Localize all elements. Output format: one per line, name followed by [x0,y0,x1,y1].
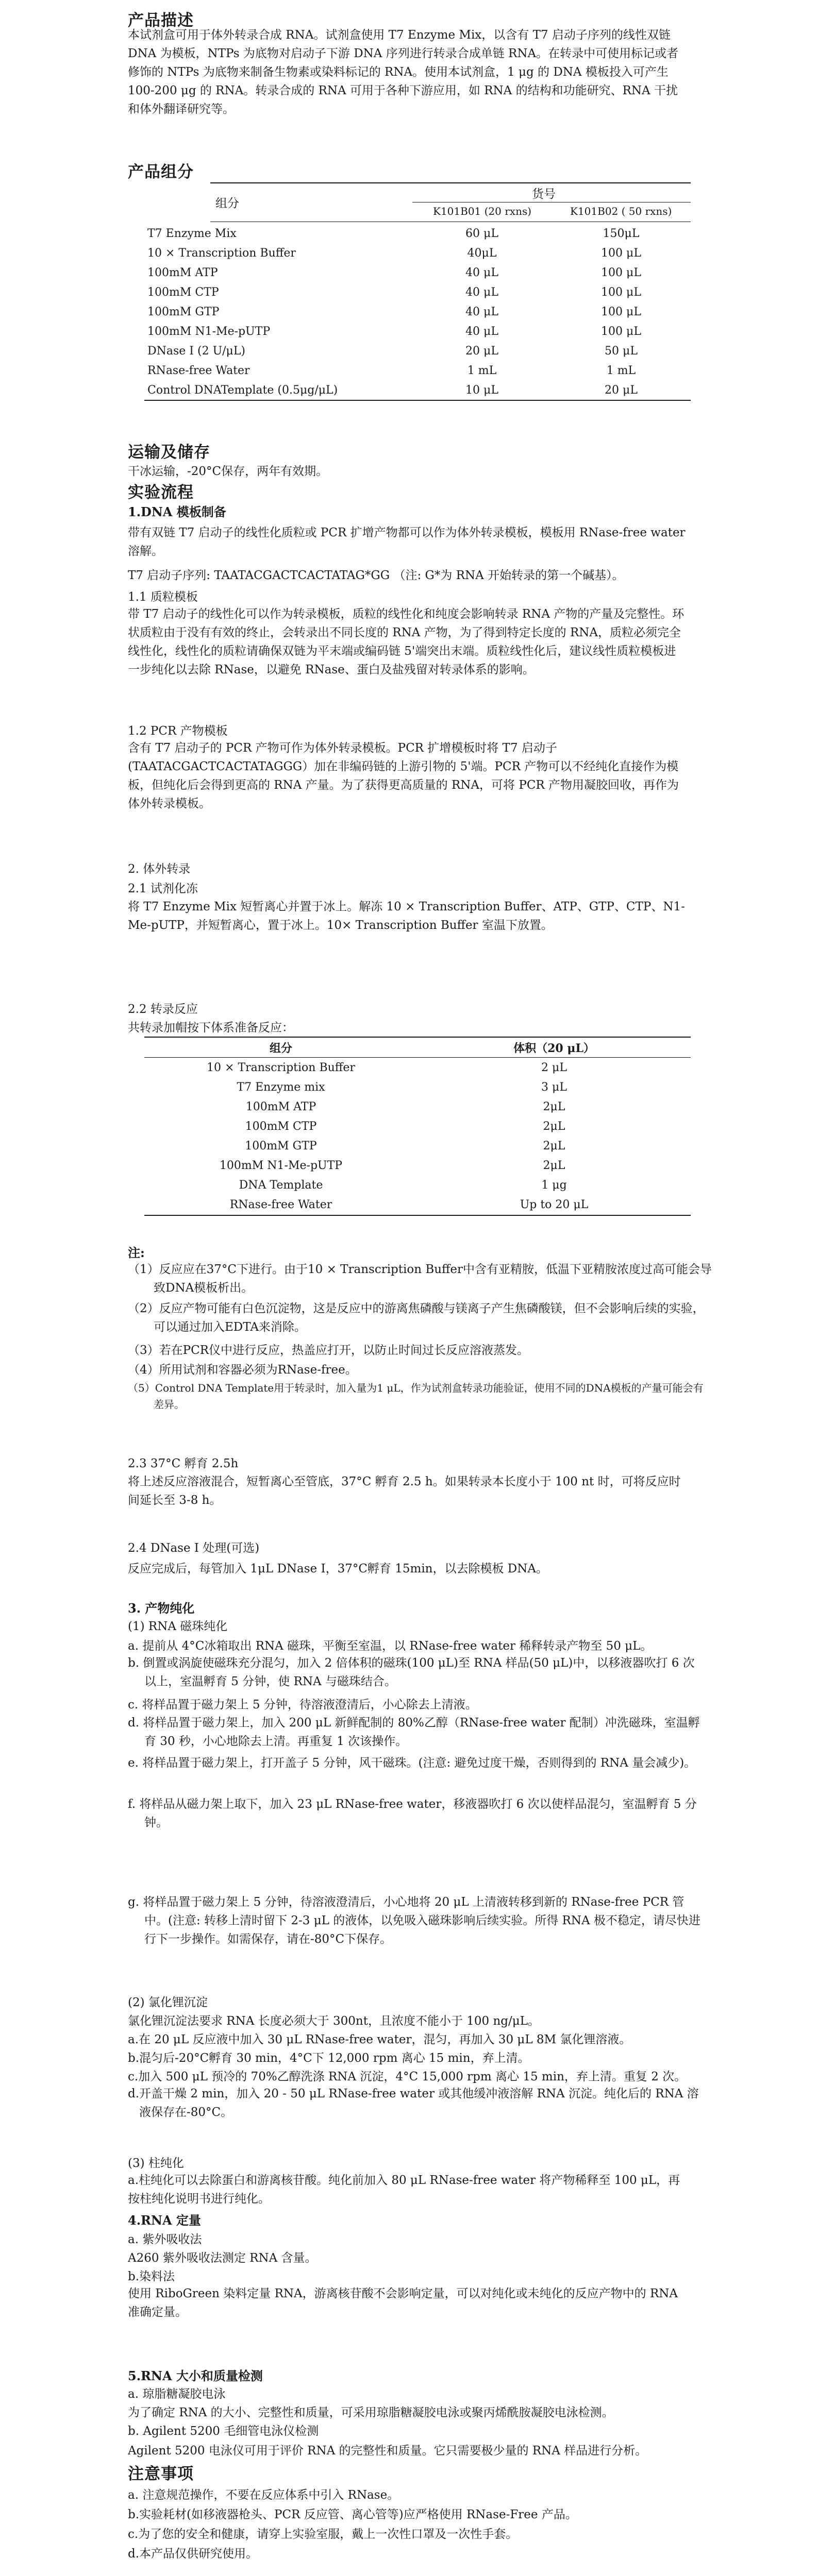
section-title-description: 产品描述 [128,11,194,30]
table-row [144,380,691,400]
section-title-components: 产品组分 [128,163,194,181]
s31-c: c. 将样品置于磁力架上 5 分钟，待溶液澄清后，小心除去上清液。 [128,1698,477,1711]
s21-title: 2.1 试剂化冻 [128,882,198,895]
component-amount-a: 1 mL [467,364,497,377]
s1-promoter: T7 启动子序列: TAATACGACTCACTATAG*GG （注: G*为 RNA 开始转录的第一个碱基）。 [128,569,624,582]
component-amount-b: 100 μL [601,325,641,338]
component-amount-a: 60 μL [465,227,498,240]
rx-component-volume: 3 μL [541,1080,567,1094]
table-row [144,1195,691,1214]
section-title-storage: 运输及储存 [128,443,210,462]
precaution-c: c.为了您的安全和健康，请穿上实验室服，戴上一次性口罩及一次性手套。 [128,2528,518,2541]
rx-component-name: 10 × Transcription Buffer [207,1061,355,1074]
rx-component-volume: 1 μg [541,1178,567,1192]
rx-component-name: RNase-free Water [229,1198,332,1211]
s5-title: 5.RNA 大小和质量检测 [128,2368,263,2383]
s1-title: 1.DNA 模板制备 [128,504,226,519]
notes-title: 注: [128,1245,145,1260]
table-row [144,1136,691,1156]
s1-text: 带有双链 T7 启动子的线性化质粒或 PCR 扩增产物都可以作为体外转录模板，模板用 RNase-free water 溶解。 [128,526,686,558]
rx-component-name: 100mM GTP [245,1139,317,1153]
components-table [144,224,691,400]
components-header-a: K101B01 (20 rxns) [433,205,532,217]
s5-b-text: Agilent 5200 电泳仪可用于评价 RNA 的完整性和质量。它只需要极少量的 RNA 样品进行分析。 [128,2444,647,2458]
component-name: T7 Enzyme Mix [147,227,237,240]
rx-component-name: DNA Template [239,1178,323,1192]
table-row [144,1058,691,1078]
s4-a-text: A260 紫外吸收法测定 RNA 含量。 [128,2251,317,2265]
s31-a: a. 提前从 4°C冰箱取出 RNA 磁珠，平衡至室温，以 RNase-free water 稀释转录产物至 50 μL。 [128,1639,653,1653]
table-row [144,1175,691,1195]
component-name: 100mM CTP [147,285,219,299]
table-row [144,361,691,380]
s32-intro: 氯化锂沉淀法要求 RNA 长度必须大于 300nt，且浓度不能小于 100 ng/μL。 [128,2014,540,2028]
s31-g: g. 将样品置于磁力架上 5 分钟，待溶液澄清后，小心地将 20 μL 上清液转移到新的 RNase-free PCR 管中。(注意: 转移上清时留下 2-3 μL 的液体，以免吸入磁珠影响后续实验。所得 RNA 极不稳定，请尽快进行下一步操作。如需保存，请在-80°C下保存。 [128,1895,700,1946]
s11-text: 带 T7 启动子的线性化可以作为转录模板，质粒的线性化和纯度会影响转录 RNA 产物的产量及完整性。环状质粒由于没有有效的终止，会转录出不同长度的 RNA 产物，为了得到特定长度的 RNA，质粒必须完全线性化，线性化的质粒请确保双链为平末端或编码链 5'端突出末端。质粒线性化后，建议线性质粒模板进一步纯化以去除 RNase，以避免 RNase、蛋白及盐残留对转录体系的影响。 [128,607,685,676]
rx-component-name: 100mM N1-Me-pUTP [219,1159,343,1172]
table-row [144,302,691,321]
s4-b-text: 使用 RiboGreen 染料定量 RNA，游离核苷酸不会影响定量，可以对纯化或未纯化的反应产物中的 RNA 准确定量。 [128,2287,678,2319]
s12-title: 1.2 PCR 产物模板 [128,724,228,738]
component-amount-a: 40 μL [465,305,498,318]
rx-component-volume: 2 μL [541,1061,567,1074]
table-row [144,224,691,243]
component-amount-b: 20 μL [605,383,638,397]
s32-b: b.混匀后-20°C孵育 30 min，4°C下 12,000 rpm 离心 15 min，弃上清。 [128,2052,530,2065]
s33-title: (3) 柱纯化 [128,2157,184,2170]
component-amount-a: 40 μL [465,266,498,279]
table-row [144,1116,691,1136]
components-header-component: 组分 [215,197,239,210]
storage-text: 干冰运输，-20°C保存，两年有效期。 [128,465,328,478]
s31-title: (1) RNA 磁珠纯化 [128,1620,228,1633]
note-5: （5）Control DNA Template用于转录时，加入量为1 μL，作为试剂盒转录功能验证，使用不同的DNA模板的产量可能会有差异。 [128,1382,704,1411]
s31-f: f. 将样品从磁力架上取下，加入 23 μL RNase-free water，移液器吹打 6 次以使样品混匀，室温孵育 5 分钟。 [128,1798,697,1829]
s21-text: 将 T7 Enzyme Mix 短暂离心并置于冰上。解冻 10 × Transcription Buffer、ATP、GTP、CTP、N1-Me-pUTP，并短暂离心，置于冰上。10× Transcription Buffer 室温下放置。 [128,900,685,932]
table-row [144,1097,691,1116]
component-name: 100mM ATP [147,266,218,279]
s32-d: d.开盖干燥 2 min，加入 20 - 50 μL RNase-free water 或其他缓冲液溶解 RNA 沉淀。纯化后的 RNA 溶液保存在-80°C。 [128,2087,699,2119]
table-row [144,1077,691,1097]
s32-title: (2) 氯化锂沉淀 [128,1996,208,2009]
s31-e: e. 将样品置于磁力架上，打开盖子 5 分钟，风干磁珠。(注意: 避免过度干燥，否则得到的 RNA 量会减少)。 [128,1756,696,1770]
rx-table-bottom-rule [144,1215,691,1216]
component-amount-b: 100 μL [601,285,641,299]
s32-a: a.在 20 μL 反应液中加入 30 μL RNase-free water，混匀，再加入 30 μL 8M 氯化锂溶液。 [128,2033,631,2046]
component-name: 10 × Transcription Buffer [147,246,296,260]
component-name: Control DNATemplate (0.5μg/μL) [147,383,338,397]
rx-component-volume: 2μL [543,1100,565,1113]
components-header-b: K101B02 ( 50 rxns) [570,205,672,217]
s4-a: a. 紫外吸收法 [128,2233,202,2246]
s31-d: d. 将样品置于磁力架上，加入 200 μL 新鲜配制的 80%乙醇（RNase-free water 配制）冲洗磁珠，室温孵育 30 秒，小心地除去上清。再重复 1 次该操作。 [128,1716,700,1748]
table-top-rule [210,182,691,183]
rx-component-name: 100mM ATP [245,1100,316,1113]
component-amount-b: 50 μL [605,344,638,358]
s33-text: a.柱纯化可以去除蛋白和游离核苷酸。纯化前加入 80 μL RNase-free water 将产物稀释至 100 μL，再按柱纯化说明书进行纯化。 [128,2174,680,2206]
rx-component-volume: 2μL [543,1139,565,1153]
table-row [144,243,691,263]
reaction-table [144,1038,691,1214]
s11-title: 1.1 质粒模板 [128,590,198,604]
section-title-precautions: 注意事项 [128,2465,194,2483]
rx-component-volume: 2μL [543,1120,565,1133]
table-row [144,321,691,341]
table-row [144,282,691,302]
component-name: 100mM N1-Me-pUTP [147,325,271,338]
component-amount-b: 100 μL [601,305,641,318]
s12-text: 含有 T7 启动子的 PCR 产物可作为体外转录模板。PCR 扩增模板时将 T7 启动子(TAATACGACTCACTATAGGG）加在非编码链的上游引物的 5'端。PCR 产物可以不经纯化直接作为模板，但纯化后会得到更高的 RNA 产量。为了获得更高质量的 RNA，可将 PCR 产物用凝胶回收，再作为体外转录模板。 [128,741,679,810]
s2-title: 2. 体外转录 [128,862,191,876]
table-row [144,341,691,361]
rx-component-volume: 2μL [543,1159,565,1172]
component-amount-b: 100 μL [601,246,641,260]
rx-component-volume: Up to 20 μL [520,1198,589,1211]
s5-b: b. Agilent 5200 毛细管电泳仪检测 [128,2425,319,2438]
component-amount-b: 100 μL [601,266,641,279]
s23-text: 将上述反应溶液混合，短暂离心至管底，37°C 孵育 2.5 h。如果转录本长度小于 100 nt 时，可将反应时间延长至 3-8 h。 [128,1475,681,1507]
s5-a-text: 为了确定 RNA 的大小、完整性和质量，可采用琼脂糖凝胶电泳或聚丙烯酰胺凝胶电泳检测。 [128,2406,614,2419]
component-amount-a: 40μL [467,246,497,260]
precaution-a: a. 注意规范操作，不要在反应体系中引入 RNase。 [128,2488,399,2502]
component-name: 100mM GTP [147,305,220,318]
s5-a: a. 琼脂糖凝胶电泳 [128,2387,226,2401]
s23-title: 2.3 37°C 孵育 2.5h [128,1457,239,1470]
s32-c: c.加入 500 μL 预冷的 70%乙醇洗涤 RNA 沉淀，4°C 15,000 rpm 离心 15 min，弃上清。重复 2 次。 [128,2070,687,2083]
rx-header-volume: 体积（20 μL） [513,1041,595,1055]
components-header-catalog: 货号 [532,188,556,201]
component-amount-a: 40 μL [465,325,498,338]
s22-title: 2.2 转录反应 [128,1003,198,1016]
description-text: 本试剂盒可用于体外转录合成 RNA。试剂盒使用 T7 Enzyme Mix，以含有 T7 启动子序列的线性双链 DNA 为模板，NTPs 为底物对启动子下游 DNA 序列进行转录合成单链 RNA。在转录中可使用标记或者修饰的 NTPs 为底物来制备生物素或染料标记的 RNA。使用本试剂盒，1 μg 的 DNA 模板投入可产生 100-200 μg 的 RNA。转录合成的 RNA 可用于各种下游应用，如 RNA 的结构和功能研究、RNA 干扰和体外翻译研究等。 [128,28,679,116]
table-row [144,263,691,282]
component-amount-b: 1 mL [606,364,636,377]
rx-component-name: 100mM CTP [245,1120,317,1133]
precaution-b: b.实验耗材(如移液器枪头、PCR 反应管、离心管等)应严格使用 RNase-Free 产品。 [128,2508,577,2521]
component-amount-a: 20 μL [465,344,498,358]
s4-b: b.染料法 [128,2270,175,2283]
s3-title: 3. 产物纯化 [128,1601,195,1616]
s4-title: 4.RNA 定量 [128,2213,201,2228]
note-3: （3）若在PCR仪中进行反应，热盖应打开，以防止时间过长反应溶液蒸发。 [128,1344,529,1357]
component-name: DNase I (2 U/μL) [147,344,246,358]
note-4: （4）所用试剂和容器必须为RNase-free。 [128,1363,357,1377]
table-bottom-rule [144,400,691,401]
table-row [144,1156,691,1175]
note-1: （1）反应应在37°C下进行。由于10 × Transcription Buffer中含有亚精胺，低温下亚精胺浓度过高可能会导致DNA模板析出。 [128,1263,712,1295]
note-2: （2）反应产物可能有白色沉淀物，这是反应中的游离焦磷酸与镁离子产生焦磷酸镁，但不会影响后续的实验，可以通过加入EDTA来消除。 [128,1302,705,1334]
component-name: RNase-free Water [147,364,250,377]
precaution-d: d.本产品仅供研究使用。 [128,2547,258,2561]
component-amount-a: 40 μL [465,285,498,299]
s31-b: b. 倒置或涡旋使磁珠充分混匀，加入 2 倍体积的磁珠(100 μL)至 RNA 样品(50 μL)中，以移液器吹打 6 次以上，室温孵育 5 分钟，使 RNA 与磁珠结合。 [128,1656,695,1688]
s22-text: 共转录加帽按下体系准备反应： [128,1021,294,1035]
component-amount-b: 150μL [603,227,640,240]
s24-text: 反应完成后，每管加入 1μL DNase I，37°C孵育 15min，以去除模板 DNA。 [128,1562,548,1575]
section-title-protocol: 实验流程 [128,483,194,502]
s24-title: 2.4 DNase I 处理(可选) [128,1541,260,1555]
rx-component-name: T7 Enzyme mix [237,1080,325,1094]
rx-header-component: 组分 [269,1041,292,1055]
component-amount-a: 10 μL [465,383,498,397]
